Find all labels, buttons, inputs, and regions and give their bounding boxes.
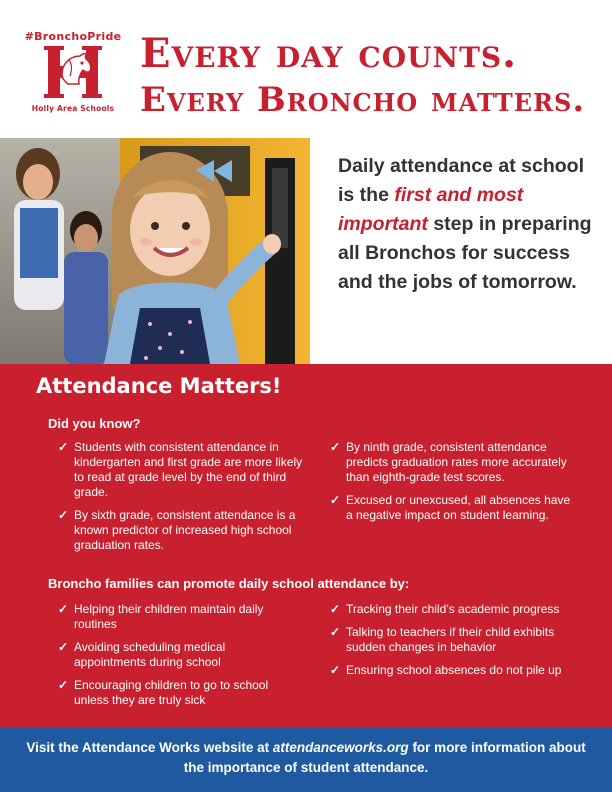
checkmark-icon: ✓ <box>58 602 69 616</box>
did-you-know-list-right <box>330 440 575 531</box>
did-you-know-heading: Did you know? <box>48 416 141 431</box>
families-list-left <box>58 602 298 716</box>
footer-text-2: for more information about the importance of student attendance. <box>183 740 586 775</box>
families-list-right <box>330 602 585 686</box>
list-item: ✓ Students with consistent attendance in kindergarten and first grade are more likely to read at grade level by the end of third grade. <box>58 440 303 499</box>
intro-part-1: Daily attendance at school is the <box>338 155 584 206</box>
broncho-h-logo-icon <box>42 44 104 100</box>
did-you-know-list-left <box>58 440 308 561</box>
intro-part-2: step in preparing all Bronchos for success and the jobs of tomorrow. <box>338 213 592 293</box>
list-item: ✓ Ensuring school absences do not pile up <box>330 663 562 677</box>
school-logo <box>14 30 132 116</box>
attendance-title: Attendance Matters! <box>36 374 282 398</box>
headline-line-1: Every day counts. <box>140 30 518 77</box>
list-item: ✓ By ninth grade, consistent attendance predicts graduation rates more accurately than eighth-grade test scores. <box>330 440 567 484</box>
attendance-section <box>0 364 612 727</box>
hero-section <box>0 138 612 364</box>
footer-text-1: Visit the Attendance Works website at <box>26 740 273 755</box>
families-heading: Broncho families can promote daily school attendance by: <box>48 576 410 591</box>
checkmark-icon: ✓ <box>330 602 341 616</box>
hero-photo <box>0 138 310 364</box>
checkmark-icon: ✓ <box>330 625 341 639</box>
list-item: ✓ Encouraging children to go to school unless they are truly sick <box>58 678 269 707</box>
list-item: ✓ Tracking their child’s academic progress <box>330 602 560 616</box>
intro-emphasis: first and most important <box>338 184 524 235</box>
checkmark-icon: ✓ <box>58 640 69 654</box>
list-item: ✓ Avoiding scheduling medical appointments during school <box>58 640 226 669</box>
list-item: ✓ Excused or unexcused, all absences have a negative impact on student learning. <box>330 493 571 522</box>
checkmark-icon: ✓ <box>58 678 69 692</box>
girl-at-school-bus-image <box>0 138 310 364</box>
logo-hashtag: #BronchoPride <box>24 30 122 43</box>
logo-school-name: Holly Area Schools <box>31 104 115 113</box>
checkmark-icon: ✓ <box>330 663 341 677</box>
checkmark-icon: ✓ <box>330 493 341 507</box>
headline-line-2: Every Broncho matters. <box>140 80 586 120</box>
checkmark-icon: ✓ <box>330 440 341 454</box>
checkmark-icon: ✓ <box>58 508 69 522</box>
intro-statement <box>338 152 600 297</box>
checkmark-icon: ✓ <box>58 440 69 454</box>
footer-banner <box>0 727 612 792</box>
list-item: ✓ Helping their children maintain daily routines <box>58 602 264 631</box>
attendanceworks-link[interactable]: attendanceworks.org <box>272 740 409 755</box>
list-item: ✓ Talking to teachers if their child exhibits sudden changes in behavior <box>330 625 555 654</box>
header <box>0 0 612 138</box>
list-item: ✓ By sixth grade, consistent attendance is a known predictor of increased high school graduation rates. <box>58 508 296 552</box>
